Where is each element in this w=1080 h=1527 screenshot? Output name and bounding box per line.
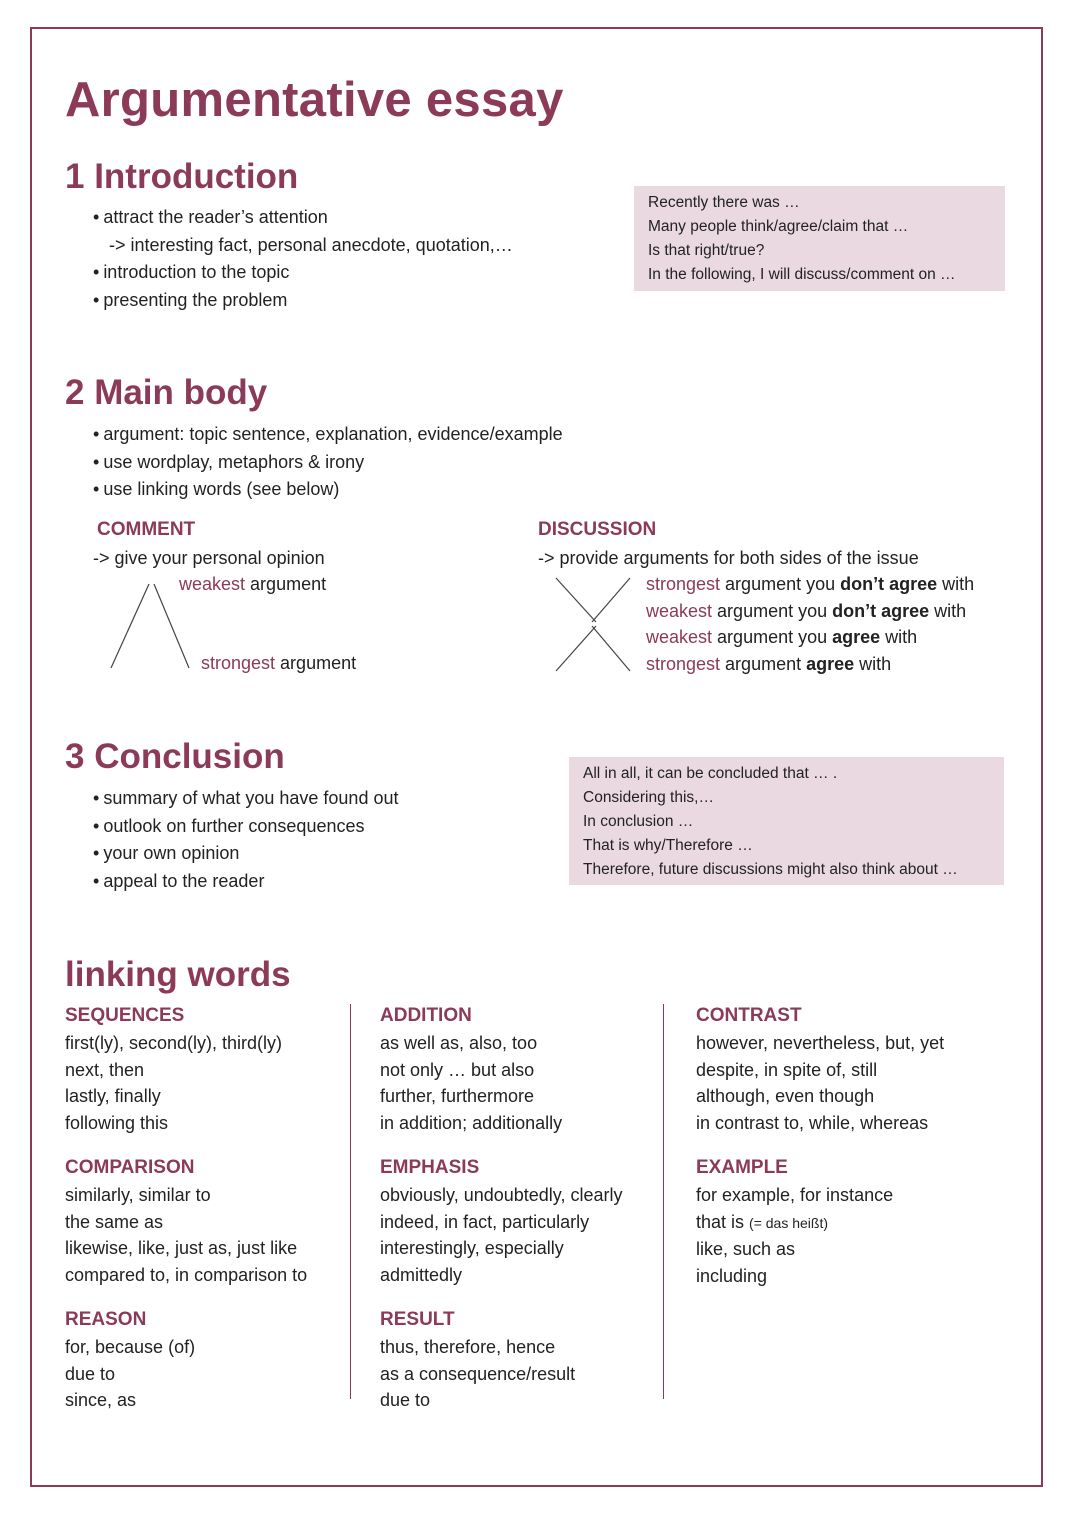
linking-column — [696, 1002, 986, 1307]
linking-group-addition — [380, 1002, 670, 1136]
main-body-heading: 2 Main body — [65, 373, 268, 412]
discussion-line-tail: with — [929, 600, 967, 621]
linking-item: due to — [380, 1390, 431, 1410]
linking-item: compared to, in comparison to — [65, 1264, 308, 1285]
linking-group-heading: EMPHASIS — [380, 1157, 480, 1178]
discussion-cross-line — [592, 626, 630, 671]
linking-item: for example, for instance — [696, 1185, 894, 1205]
page-title: Argumentative essay — [65, 73, 564, 127]
linking-item: since, as — [65, 1390, 137, 1410]
linking-group-heading: REASON — [65, 1309, 147, 1330]
discussion-line — [646, 624, 974, 651]
intro-bullet: • introduction to the topic — [93, 259, 513, 287]
linking-item: the same as — [65, 1211, 164, 1232]
linking-item: however, nevertheless, but, yet — [696, 1033, 945, 1053]
intro-bullets — [93, 204, 513, 314]
linking-group-heading: EXAMPLE — [696, 1157, 788, 1178]
linking-item: similarly, similar to — [65, 1185, 211, 1205]
conclusion-bullet: • outlook on further consequences — [93, 813, 398, 841]
discussion-line-plain: argument you — [720, 574, 841, 594]
discussion-cross-diagram — [552, 574, 636, 674]
intro-phrase: Is that right/true? — [648, 242, 765, 259]
main-body-bullets — [93, 421, 563, 504]
linking-item: although, even though — [696, 1086, 875, 1106]
linking-item-text: that is — [696, 1211, 745, 1232]
comment-strongest-accent: strongest — [201, 653, 276, 673]
discussion-line — [646, 571, 974, 598]
linking-group-example — [696, 1154, 986, 1289]
discussion-heading: DISCUSSION — [538, 519, 657, 540]
discussion-line-tail: with — [880, 627, 918, 647]
discussion-line-plain: argument you — [712, 627, 833, 647]
discussion-line-bold: agree — [806, 653, 855, 674]
linking-item — [696, 1209, 986, 1237]
linking-group-heading: COMPARISON — [65, 1157, 195, 1178]
intro-bullet: • attract the reader’s attention — [93, 204, 513, 232]
comment-strongest-rest: argument — [275, 653, 357, 673]
discussion-cross-line — [556, 626, 596, 671]
comment-peak-diagram — [105, 580, 195, 672]
discussion-line-tail: with — [937, 574, 975, 594]
main-body-bullet: • use wordplay, metaphors & irony — [93, 449, 563, 477]
conclusion-bullets — [93, 785, 398, 895]
linking-group-heading: ADDITION — [380, 1005, 472, 1026]
intro-phrase: Recently there was … — [648, 194, 800, 211]
main-body-bullet: • argument: topic sentence, explanation, evidence/example — [93, 421, 563, 449]
column-divider — [663, 1004, 664, 1399]
discussion-line — [646, 651, 974, 678]
linking-item: like, such as — [696, 1239, 796, 1259]
linking-item: due to — [65, 1363, 116, 1384]
linking-item: admittedly — [380, 1264, 463, 1285]
conclusion-bullet: • summary of what you have found out — [93, 785, 398, 813]
intro-bullet: • presenting the problem — [93, 287, 513, 315]
intro-phrase: Many people think/agree/claim that … — [648, 218, 909, 235]
conclusion-bullet: • appeal to the reader — [93, 868, 398, 896]
comment-heading: COMMENT — [97, 519, 196, 540]
linking-group-heading: SEQUENCES — [65, 1005, 185, 1026]
linking-group-heading: CONTRAST — [696, 1005, 802, 1026]
comment-weakest-rest: argument — [245, 574, 327, 594]
linking-item: indeed, in fact, particularly — [380, 1211, 590, 1232]
linking-words-heading: linking words — [65, 955, 291, 994]
discussion-cross-line — [556, 578, 596, 622]
comment-weakest — [179, 571, 326, 598]
linking-group-heading: RESULT — [380, 1309, 455, 1330]
linking-item: obviously, undoubtedly, clearly — [380, 1185, 623, 1205]
discussion-desc: -> provide arguments for both sides of the issue — [538, 548, 919, 568]
discussion-line-accent: strongest — [646, 574, 721, 594]
linking-item: as a consequence/result — [380, 1363, 576, 1384]
discussion-line-tail: with — [854, 653, 892, 674]
intro-heading: 1 Introduction — [65, 157, 299, 196]
conclusion-phrase: That is why/Therefore … — [583, 837, 753, 854]
discussion-line-accent: weakest — [646, 600, 713, 621]
discussion-line-bold: don’t agree — [832, 600, 930, 621]
conclusion-phrases-box — [569, 757, 1004, 885]
comment-weakest-accent: weakest — [179, 574, 246, 594]
discussion-lines — [646, 571, 974, 677]
linking-item: interestingly, especially — [380, 1238, 564, 1258]
discussion-line — [646, 598, 974, 625]
linking-group-reason — [65, 1306, 355, 1414]
discussion-line-accent: weakest — [646, 627, 713, 647]
linking-item: despite, in spite of, still — [696, 1059, 878, 1080]
linking-group-comparison — [65, 1154, 355, 1288]
linking-item: not only … but also — [380, 1059, 535, 1080]
conclusion-phrase: In conclusion … — [583, 813, 694, 830]
linking-group-emphasis — [380, 1154, 670, 1288]
discussion-line-plain: argument you — [712, 600, 833, 621]
linking-group-contrast — [696, 1002, 986, 1136]
linking-group-sequences — [65, 1002, 355, 1136]
comment-peak-right-line — [154, 584, 189, 668]
conclusion-phrase: Therefore, future discussions might also think about … — [583, 861, 958, 878]
intro-phrases-box — [634, 186, 1005, 291]
comment-peak-left-line — [111, 584, 149, 668]
intro-bullet-sub: -> interesting fact, personal anecdote, quotation,… — [109, 234, 513, 255]
linking-group-result — [380, 1306, 670, 1414]
linking-item: first(ly), second(ly), third(ly) — [65, 1033, 283, 1053]
discussion-line-bold: don’t agree — [840, 574, 938, 594]
discussion-line-plain: argument — [720, 653, 807, 674]
comment-strongest — [201, 650, 356, 677]
discussion-cross-line — [592, 578, 630, 622]
conclusion-heading: 3 Conclusion — [65, 737, 285, 776]
linking-item: likewise, like, just as, just like — [65, 1238, 298, 1258]
linking-item: in addition; additionally — [380, 1112, 563, 1133]
conclusion-phrase: Considering this,… — [583, 789, 714, 806]
column-divider — [350, 1004, 351, 1399]
linking-item: including — [696, 1265, 768, 1286]
linking-item: as well as, also, too — [380, 1033, 538, 1053]
linking-item: thus, therefore, hence — [380, 1337, 556, 1357]
linking-item-note: (= das heißt) — [749, 1214, 829, 1231]
intro-phrase: In the following, I will discuss/comment on … — [648, 266, 956, 283]
linking-item: for, because (of) — [65, 1337, 196, 1357]
linking-item: next, then — [65, 1059, 145, 1080]
comment-desc: -> give your personal opinion — [93, 548, 325, 568]
linking-item: lastly, finally — [65, 1086, 161, 1106]
conclusion-phrase: All in all, it can be concluded that … . — [583, 765, 838, 782]
discussion-line-accent: strongest — [646, 653, 721, 674]
conclusion-bullet: • your own opinion — [93, 840, 398, 868]
linking-item: further, furthermore — [380, 1086, 535, 1106]
linking-column — [65, 1002, 355, 1432]
linking-item: following this — [65, 1112, 169, 1133]
discussion-line-bold: agree — [832, 627, 881, 647]
main-body-bullet: • use linking words (see below) — [93, 476, 563, 504]
linking-column — [380, 1002, 670, 1432]
linking-item: in contrast to, while, whereas — [696, 1112, 929, 1133]
